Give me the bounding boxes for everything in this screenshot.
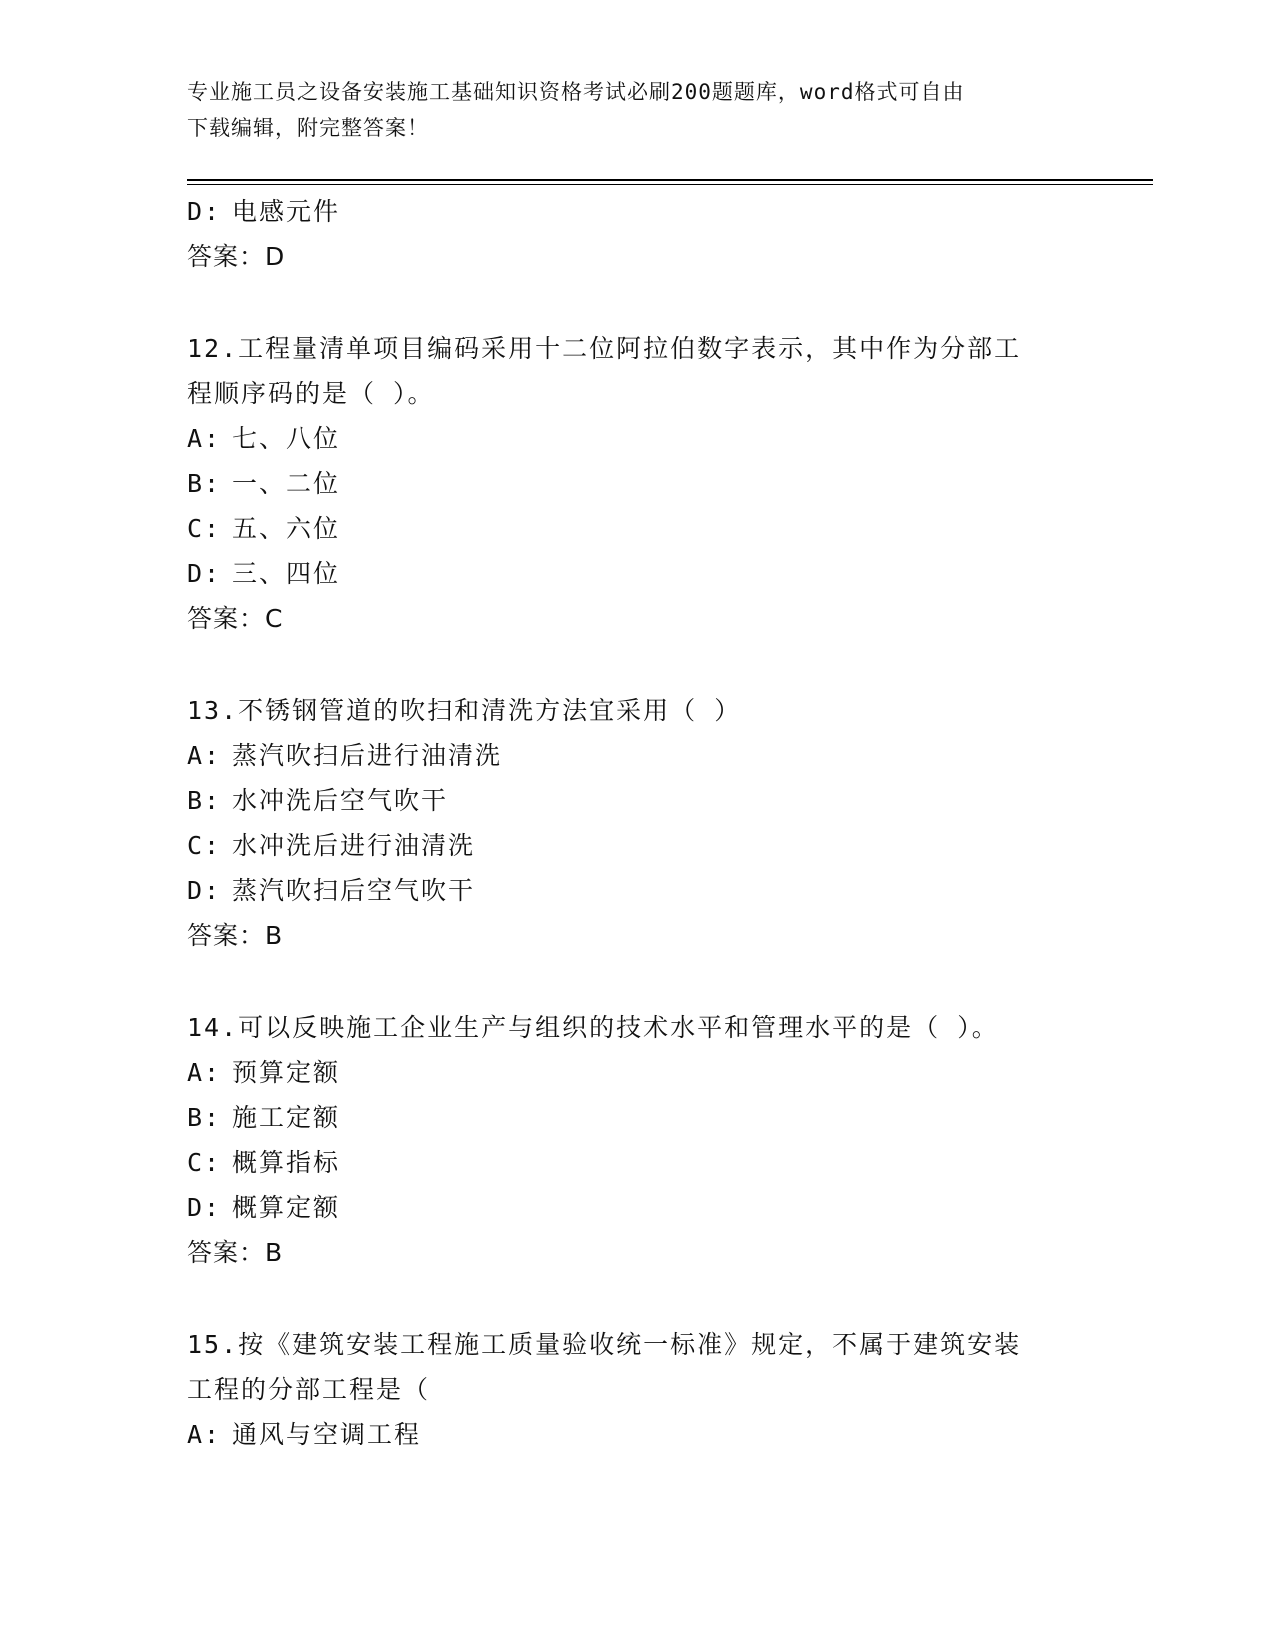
option-prefix: B: — [187, 469, 222, 498]
option-a — [187, 1412, 1087, 1457]
question-stem: 12.工程量清单项目编码采用十二位阿拉伯数字表示，其中作为分部工 — [187, 334, 1022, 363]
option-d — [187, 189, 1087, 234]
option-prefix: B: — [187, 786, 222, 815]
option-text: 预算定额 — [232, 1058, 341, 1087]
option-prefix: C: — [187, 1148, 222, 1177]
option-text: 蒸汽吹扫后空气吹干 — [232, 876, 476, 905]
option-d — [187, 551, 1087, 596]
question-stem: 13.不锈钢管道的吹扫和清洗方法宜采用（ ） — [187, 696, 742, 725]
question-stem: 14.可以反映施工企业生产与组织的技术水平和管理水平的是（ ）。 — [187, 1013, 999, 1042]
answer-line: 答案：B — [187, 921, 284, 950]
option-prefix: C: — [187, 514, 222, 543]
option-prefix: A: — [187, 741, 222, 770]
option-text: 水冲洗后空气吹干 — [232, 786, 449, 815]
option-text: 蒸汽吹扫后进行油清洗 — [232, 741, 503, 770]
option-a — [187, 733, 1087, 778]
question-stem: 15.按《建筑安装工程施工质量验收统一标准》规定，不属于建筑安装 — [187, 1330, 1022, 1359]
question-stem-cont: 工程的分部工程是（ — [187, 1375, 431, 1404]
answer-line: 答案：D — [187, 242, 286, 271]
option-text: 概算指标 — [232, 1148, 341, 1177]
answer-line: 答案：C — [187, 604, 284, 633]
option-text: 三、四位 — [232, 559, 341, 588]
question-stem-cont: 程顺序码的是（ ）。 — [187, 379, 435, 408]
option-prefix: A: — [187, 424, 222, 453]
option-text: 电感元件 — [232, 197, 341, 226]
option-prefix: D: — [187, 1193, 222, 1222]
option-a — [187, 1050, 1087, 1095]
header-divider-thick — [187, 179, 1153, 181]
header-line-2: 下载编辑，附完整答案！ — [187, 116, 429, 140]
option-prefix: D: — [187, 559, 222, 588]
option-text: 施工定额 — [232, 1103, 341, 1132]
option-b — [187, 1095, 1087, 1140]
header-divider-thin — [187, 184, 1153, 185]
option-prefix: A: — [187, 1420, 222, 1449]
option-b — [187, 461, 1087, 506]
option-text: 水冲洗后进行油清洗 — [232, 831, 476, 860]
option-text: 五、六位 — [232, 514, 341, 543]
option-d — [187, 868, 1087, 913]
option-text: 一、二位 — [232, 469, 341, 498]
question-list — [187, 189, 1087, 1457]
option-prefix: D: — [187, 876, 222, 905]
option-text: 通风与空调工程 — [232, 1420, 422, 1449]
option-prefix: B: — [187, 1103, 222, 1132]
option-prefix: D: — [187, 197, 222, 226]
header-line-1: 专业施工员之设备安装施工基础知识资格考试必刷200题题库，word格式可自由 — [187, 80, 965, 104]
option-d — [187, 1185, 1087, 1230]
option-c — [187, 1140, 1087, 1185]
document-header — [187, 74, 1067, 146]
option-b — [187, 778, 1087, 823]
option-a — [187, 416, 1087, 461]
option-prefix: C: — [187, 831, 222, 860]
option-c — [187, 823, 1087, 868]
answer-line: 答案：B — [187, 1238, 284, 1267]
option-c — [187, 506, 1087, 551]
option-text: 七、八位 — [232, 424, 341, 453]
option-prefix: A: — [187, 1058, 222, 1087]
option-text: 概算定额 — [232, 1193, 341, 1222]
